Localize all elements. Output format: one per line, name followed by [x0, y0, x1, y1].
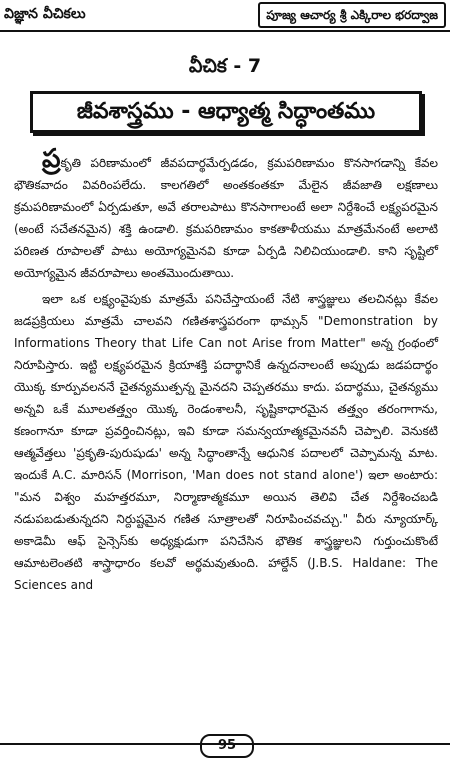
paragraph [14, 144, 438, 284]
dropcap: ప్ర [42, 144, 61, 174]
author-name: పూజ్య ఆచార్య శ్రీ ఎక్కిరాల భరద్వాజ [258, 2, 446, 28]
body-text [14, 144, 438, 596]
running-header [0, 0, 450, 32]
paragraph-text: ఇలా ఒక లక్ష్యంవైపుకు మాత్రమే పనిచేస్తాయంటే నేటి శాస్త్రజ్ఞులు తలచినట్లు కేవల జడప్రక్రియలు మాత్రమే చాలవని గణితశాస్త్రపరంగా థామ్సన్ "Demonstration by Informations Theory that Life Can not Arise from Matter" అన్న గ్రంథంలో నిరూపిస్తారు. ఇట్టి లక్ష్యపరమైన క్రియాశక్తి పదార్థానికే ఉన్నదనాలంటే అప్పుడు జడపదార్థం యొక్క కూర్పువలననే చైతన్యముత్పన్న మైనదని చెప్పతరము కాదు. పదార్థము, చైతన్యము అన్నవి ఒకే మూలతత్త్వం యొక్క రెండంశాలనీ, సృష్టికాధారమైన తత్త్వం తరంగాగాను, కణంగానూ కూడా ప్రవర్తించినట్లు, ఇవి కూడా సమన్వయాత్మకమైనవనీ చెప్పాలి. వెనుకటి ఆత్మవేత్తలు 'ప్రకృతి-పురుషుడు' అన్న సిద్ధాంతాన్నే ఆధునిక పదాలలో చెప్పామన్న మాట. ఇందుకే A.C. మారిసన్ (Morrison, 'Man does not stand alone') ఇలా అంటారు: "మన విశ్వం మహత్తరమూ, నిర్మాణాత్మకమూ అయిన తెలివి చేత నిర్దేశించబడి నడుపబడుతున్నదని నిర్దుష్టమైన గణిత సూత్రాలతో నిరూపించవచ్చు." వీరు న్యూయార్క్ అకాడెమీ ఆఫ్ సైన్సెస్‌కు అధ్యక్షుడుగా పనిచేసిన భౌతిక శాస్త్రజ్ఞులని గుర్తుంచుకొంటే ఆమాటలెంతటి శాస్త్రాధారం కలవో అర్థమవుతుంది. హాల్డేన్ (J.B.S. Haldane: The Sciences and [14, 292, 438, 592]
page-number: 95 [200, 734, 254, 758]
chapter-title: జీవశాస్త్రము - ఆధ్యాత్మ సిద్ధాంతము [30, 91, 422, 133]
paragraph [14, 288, 438, 596]
book-title: విజ్ఞాన వీచికలు [4, 6, 86, 22]
paragraph-text: కృతి పరిణామంలో జీవపదార్థమేర్పడడం, క్రమపరిణామం కొనసాగడాన్ని కేవల భౌతికవాదం వివరింపలేదు. కాలగతిలో అంతకంతకూ మేలైన జీవజాతి లక్షణాలు క్రమపరిణామంలో ఏర్పడుతూ, అవే తరాలపాటు కొనసాగాలంటే అలా నిర్దేశించే లక్ష్యపరమైన (అంటే సచేతనమైన) శక్తి ఉండాలి. క్రమపరిణామం కాకతాళీయము మాత్రమేనంటే అలాటి పరిణత రూపాలతో పాటు అయోగ్యమైనవి కూడా ఏర్పడి నిలిచియుండాలి. కాని సృష్టిలో అయోగ్యమైన జీవరూపాలు అంతమొందుతాయి. [14, 156, 438, 280]
chapter-label: వీచిక - 7 [188, 55, 262, 77]
